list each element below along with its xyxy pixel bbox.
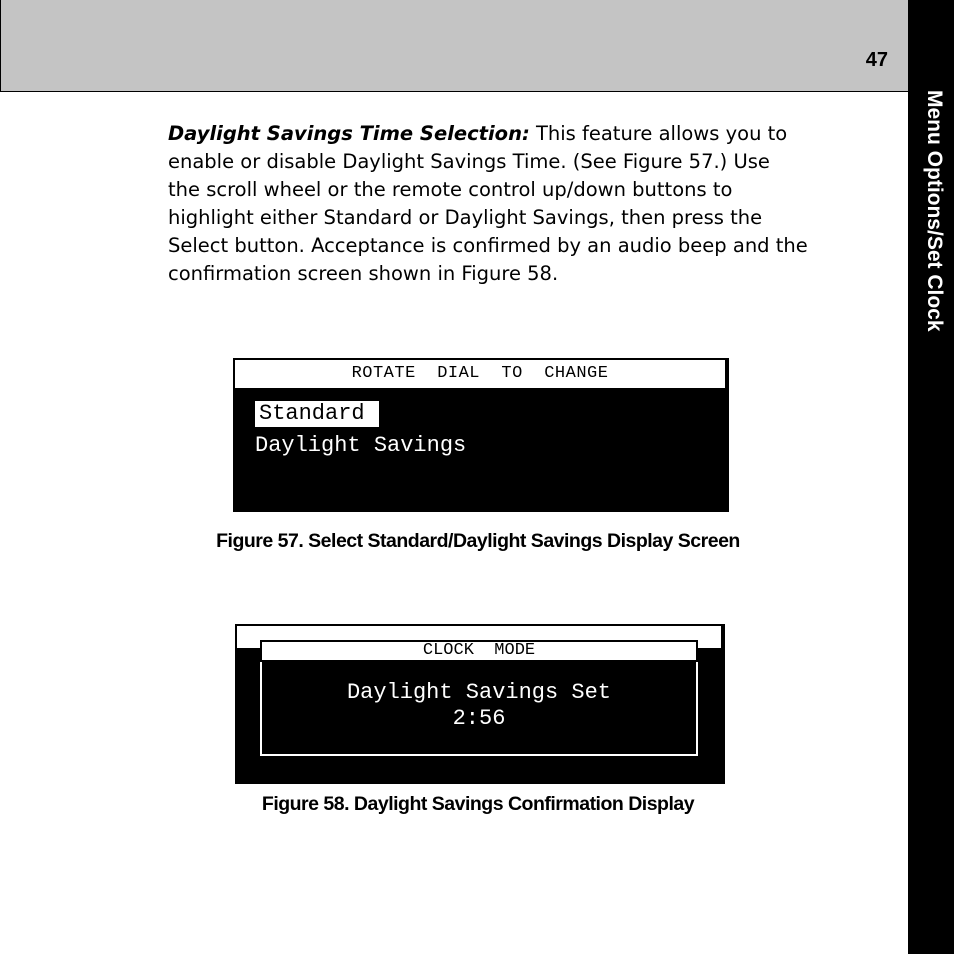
figure-57-caption: Figure 57. Select Standard/Daylight Savings Display Screen — [216, 530, 740, 552]
page-header-band — [0, 0, 908, 92]
confirmation-time: 2:56 — [452, 706, 506, 731]
confirmation-message-line1: Daylight Savings Set — [346, 680, 612, 705]
body-paragraph-text: This feature allows you to enable or disable Daylight Savings Time. (See Figure 57.) Use the scroll wheel or the remote control up/down buttons to highlight either Standard or Daylight Savings, then press the Select button. Acceptance is confirmed by an audio beep and the confirmation screen shown in Figure 58. — [168, 122, 808, 285]
figure-58-caption: Figure 58. Daylight Savings Confirmation Display — [261, 793, 695, 815]
section-side-tab-label: Menu Options/Set Clock — [923, 90, 946, 332]
body-paragraph-lead: Daylight Savings Time Selection: — [168, 122, 530, 145]
figure-58-display-screen — [235, 624, 725, 784]
daylight-savings-option: Daylight Savings — [255, 433, 467, 458]
page-number: 47 — [865, 49, 888, 71]
section-side-tab — [908, 0, 954, 954]
figure-57-display-screen — [233, 358, 729, 512]
standard-option-highlighted: Standard — [255, 401, 379, 427]
body-paragraph — [168, 120, 808, 288]
figure-57-screen-title: ROTATE DIAL TO CHANGE — [235, 360, 725, 388]
confirmation-message — [260, 680, 698, 732]
figure-58-screen-title: CLOCK MODE — [260, 640, 698, 662]
